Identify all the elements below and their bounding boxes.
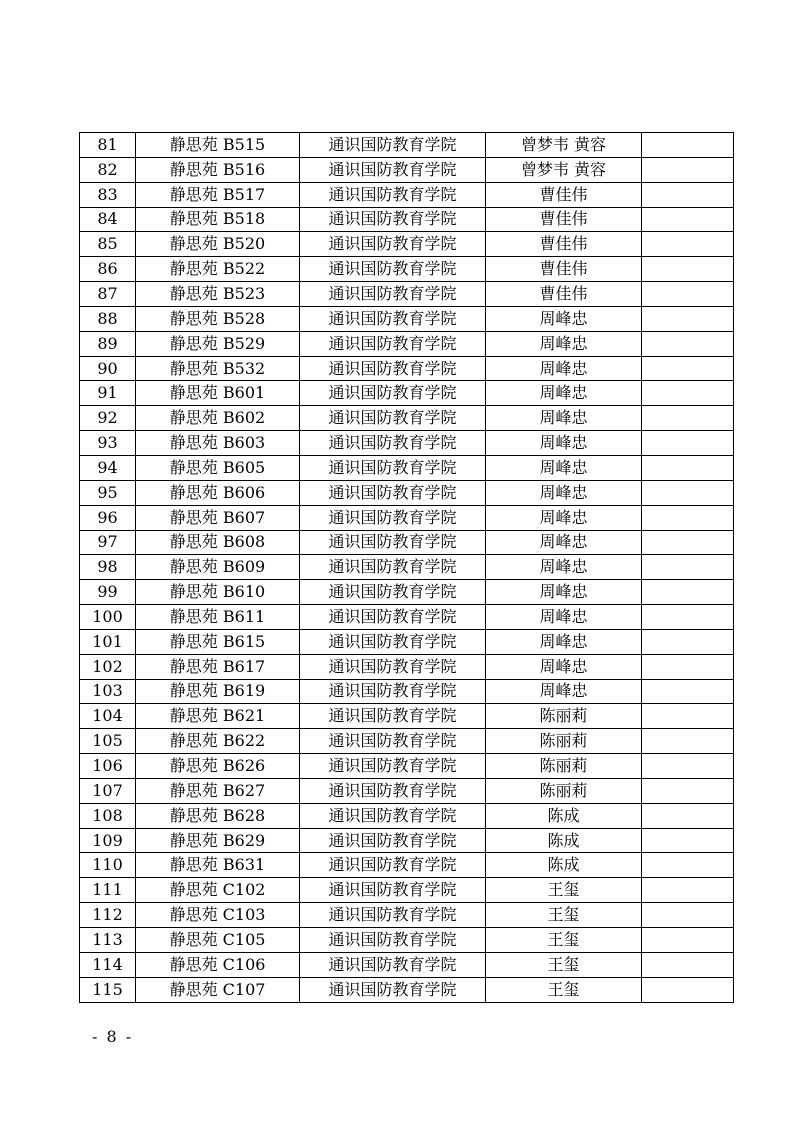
college-cell: 通识国防教育学院 bbox=[300, 406, 486, 431]
row-number-cell: 90 bbox=[80, 356, 136, 381]
remark-cell bbox=[642, 406, 734, 431]
remark-cell bbox=[642, 903, 734, 928]
college-cell: 通识国防教育学院 bbox=[300, 431, 486, 456]
college-cell: 通识国防教育学院 bbox=[300, 704, 486, 729]
counselor-cell: 周峰忠 bbox=[486, 679, 642, 704]
counselor-cell: 周峰忠 bbox=[486, 455, 642, 480]
row-number-cell: 97 bbox=[80, 530, 136, 555]
row-number-cell: 113 bbox=[80, 928, 136, 953]
table-row bbox=[80, 654, 734, 679]
room-cell: 静思苑 B626 bbox=[136, 754, 300, 779]
row-number-cell: 115 bbox=[80, 977, 136, 1002]
college-cell: 通识国防教育学院 bbox=[300, 133, 486, 158]
college-cell: 通识国防教育学院 bbox=[300, 455, 486, 480]
counselor-cell: 周峰忠 bbox=[486, 306, 642, 331]
college-cell: 通识国防教育学院 bbox=[300, 878, 486, 903]
college-cell: 通识国防教育学院 bbox=[300, 207, 486, 232]
room-cell: 静思苑 B627 bbox=[136, 778, 300, 803]
college-cell: 通识国防教育学院 bbox=[300, 580, 486, 605]
row-number-cell: 103 bbox=[80, 679, 136, 704]
college-cell: 通识国防教育学院 bbox=[300, 903, 486, 928]
room-cell: 静思苑 B610 bbox=[136, 580, 300, 605]
table-row bbox=[80, 306, 734, 331]
remark-cell bbox=[642, 257, 734, 282]
row-number-cell: 91 bbox=[80, 381, 136, 406]
room-cell: 静思苑 B529 bbox=[136, 331, 300, 356]
table-row bbox=[80, 679, 734, 704]
row-number-cell: 81 bbox=[80, 133, 136, 158]
room-cell: 静思苑 C102 bbox=[136, 878, 300, 903]
table-row bbox=[80, 605, 734, 630]
table-row bbox=[80, 803, 734, 828]
table-row bbox=[80, 903, 734, 928]
room-cell: 静思苑 B532 bbox=[136, 356, 300, 381]
table-row bbox=[80, 480, 734, 505]
row-number-cell: 87 bbox=[80, 282, 136, 307]
table-row bbox=[80, 207, 734, 232]
college-cell: 通识国防教育学院 bbox=[300, 331, 486, 356]
counselor-cell: 周峰忠 bbox=[486, 580, 642, 605]
counselor-cell: 王玺 bbox=[486, 977, 642, 1002]
remark-cell bbox=[642, 853, 734, 878]
college-cell: 通识国防教育学院 bbox=[300, 257, 486, 282]
counselor-cell: 周峰忠 bbox=[486, 505, 642, 530]
remark-cell bbox=[642, 455, 734, 480]
row-number-cell: 94 bbox=[80, 455, 136, 480]
row-number-cell: 111 bbox=[80, 878, 136, 903]
remark-cell bbox=[642, 679, 734, 704]
college-cell: 通识国防教育学院 bbox=[300, 679, 486, 704]
counselor-cell: 陈成 bbox=[486, 828, 642, 853]
table-row bbox=[80, 704, 734, 729]
remark-cell bbox=[642, 480, 734, 505]
remark-cell bbox=[642, 232, 734, 257]
room-cell: 静思苑 B603 bbox=[136, 431, 300, 456]
room-cell: 静思苑 B608 bbox=[136, 530, 300, 555]
table-row bbox=[80, 580, 734, 605]
remark-cell bbox=[642, 605, 734, 630]
room-cell: 静思苑 B611 bbox=[136, 605, 300, 630]
row-number-cell: 84 bbox=[80, 207, 136, 232]
row-number-cell: 99 bbox=[80, 580, 136, 605]
remark-cell bbox=[642, 306, 734, 331]
row-number-cell: 109 bbox=[80, 828, 136, 853]
college-cell: 通识国防教育学院 bbox=[300, 381, 486, 406]
table-row bbox=[80, 406, 734, 431]
remark-cell bbox=[642, 207, 734, 232]
counselor-cell: 王玺 bbox=[486, 952, 642, 977]
table-row bbox=[80, 729, 734, 754]
counselor-cell: 曹佳伟 bbox=[486, 182, 642, 207]
remark-cell bbox=[642, 952, 734, 977]
room-cell: 静思苑 B605 bbox=[136, 455, 300, 480]
table-row bbox=[80, 331, 734, 356]
remark-cell bbox=[642, 157, 734, 182]
college-cell: 通识国防教育学院 bbox=[300, 629, 486, 654]
row-number-cell: 89 bbox=[80, 331, 136, 356]
counselor-cell: 曹佳伟 bbox=[486, 232, 642, 257]
page-number: - 8 - bbox=[92, 1027, 134, 1046]
counselor-cell: 周峰忠 bbox=[486, 431, 642, 456]
counselor-cell: 曹佳伟 bbox=[486, 257, 642, 282]
remark-cell bbox=[642, 704, 734, 729]
row-number-cell: 104 bbox=[80, 704, 136, 729]
table-row bbox=[80, 977, 734, 1002]
table-row bbox=[80, 232, 734, 257]
remark-cell bbox=[642, 754, 734, 779]
room-cell: 静思苑 B615 bbox=[136, 629, 300, 654]
counselor-cell: 曾梦韦 黄容 bbox=[486, 133, 642, 158]
counselor-cell: 周峰忠 bbox=[486, 530, 642, 555]
table-row bbox=[80, 381, 734, 406]
room-cell: 静思苑 B523 bbox=[136, 282, 300, 307]
counselor-cell: 周峰忠 bbox=[486, 406, 642, 431]
counselor-cell: 周峰忠 bbox=[486, 331, 642, 356]
dorm-assignment-table bbox=[79, 132, 734, 1003]
counselor-cell: 周峰忠 bbox=[486, 629, 642, 654]
room-cell: 静思苑 B619 bbox=[136, 679, 300, 704]
remark-cell bbox=[642, 505, 734, 530]
remark-cell bbox=[642, 977, 734, 1002]
table-row bbox=[80, 431, 734, 456]
remark-cell bbox=[642, 729, 734, 754]
counselor-cell: 曹佳伟 bbox=[486, 207, 642, 232]
counselor-cell: 王玺 bbox=[486, 878, 642, 903]
room-cell: 静思苑 B601 bbox=[136, 381, 300, 406]
room-cell: 静思苑 B622 bbox=[136, 729, 300, 754]
counselor-cell: 王玺 bbox=[486, 928, 642, 953]
table-row bbox=[80, 778, 734, 803]
remark-cell bbox=[642, 431, 734, 456]
counselor-cell: 周峰忠 bbox=[486, 654, 642, 679]
counselor-cell: 陈丽莉 bbox=[486, 778, 642, 803]
row-number-cell: 86 bbox=[80, 257, 136, 282]
remark-cell bbox=[642, 530, 734, 555]
counselor-cell: 陈成 bbox=[486, 803, 642, 828]
counselor-cell: 周峰忠 bbox=[486, 381, 642, 406]
remark-cell bbox=[642, 629, 734, 654]
table-row bbox=[80, 455, 734, 480]
room-cell: 静思苑 B631 bbox=[136, 853, 300, 878]
counselor-cell: 曹佳伟 bbox=[486, 282, 642, 307]
row-number-cell: 96 bbox=[80, 505, 136, 530]
college-cell: 通识国防教育学院 bbox=[300, 654, 486, 679]
table-row bbox=[80, 629, 734, 654]
remark-cell bbox=[642, 654, 734, 679]
room-cell: 静思苑 B621 bbox=[136, 704, 300, 729]
remark-cell bbox=[642, 828, 734, 853]
room-cell: 静思苑 B515 bbox=[136, 133, 300, 158]
college-cell: 通识国防教育学院 bbox=[300, 182, 486, 207]
table-row bbox=[80, 182, 734, 207]
table-row bbox=[80, 754, 734, 779]
counselor-cell: 王玺 bbox=[486, 903, 642, 928]
college-cell: 通识国防教育学院 bbox=[300, 306, 486, 331]
remark-cell bbox=[642, 331, 734, 356]
table-row bbox=[80, 555, 734, 580]
table-row bbox=[80, 505, 734, 530]
table-row bbox=[80, 133, 734, 158]
row-number-cell: 107 bbox=[80, 778, 136, 803]
room-cell: 静思苑 B528 bbox=[136, 306, 300, 331]
room-cell: 静思苑 C107 bbox=[136, 977, 300, 1002]
counselor-cell: 陈成 bbox=[486, 853, 642, 878]
college-cell: 通识国防教育学院 bbox=[300, 605, 486, 630]
row-number-cell: 102 bbox=[80, 654, 136, 679]
college-cell: 通识国防教育学院 bbox=[300, 952, 486, 977]
remark-cell bbox=[642, 381, 734, 406]
row-number-cell: 93 bbox=[80, 431, 136, 456]
row-number-cell: 114 bbox=[80, 952, 136, 977]
room-cell: 静思苑 B607 bbox=[136, 505, 300, 530]
room-cell: 静思苑 B517 bbox=[136, 182, 300, 207]
college-cell: 通识国防教育学院 bbox=[300, 232, 486, 257]
remark-cell bbox=[642, 778, 734, 803]
counselor-cell: 周峰忠 bbox=[486, 356, 642, 381]
table-row bbox=[80, 952, 734, 977]
room-cell: 静思苑 B518 bbox=[136, 207, 300, 232]
counselor-cell: 陈丽莉 bbox=[486, 704, 642, 729]
row-number-cell: 101 bbox=[80, 629, 136, 654]
college-cell: 通识国防教育学院 bbox=[300, 282, 486, 307]
table-row bbox=[80, 257, 734, 282]
table-row bbox=[80, 853, 734, 878]
counselor-cell: 曾梦韦 黄容 bbox=[486, 157, 642, 182]
row-number-cell: 112 bbox=[80, 903, 136, 928]
college-cell: 通识国防教育学院 bbox=[300, 928, 486, 953]
row-number-cell: 100 bbox=[80, 605, 136, 630]
table-row bbox=[80, 828, 734, 853]
college-cell: 通识国防教育学院 bbox=[300, 505, 486, 530]
row-number-cell: 82 bbox=[80, 157, 136, 182]
college-cell: 通识国防教育学院 bbox=[300, 803, 486, 828]
table-row bbox=[80, 530, 734, 555]
remark-cell bbox=[642, 356, 734, 381]
counselor-cell: 周峰忠 bbox=[486, 555, 642, 580]
counselor-cell: 陈丽莉 bbox=[486, 729, 642, 754]
row-number-cell: 98 bbox=[80, 555, 136, 580]
counselor-cell: 周峰忠 bbox=[486, 480, 642, 505]
room-cell: 静思苑 C103 bbox=[136, 903, 300, 928]
room-cell: 静思苑 B606 bbox=[136, 480, 300, 505]
row-number-cell: 108 bbox=[80, 803, 136, 828]
college-cell: 通识国防教育学院 bbox=[300, 356, 486, 381]
college-cell: 通识国防教育学院 bbox=[300, 480, 486, 505]
row-number-cell: 105 bbox=[80, 729, 136, 754]
counselor-cell: 陈丽莉 bbox=[486, 754, 642, 779]
college-cell: 通识国防教育学院 bbox=[300, 555, 486, 580]
table-row bbox=[80, 157, 734, 182]
room-cell: 静思苑 C106 bbox=[136, 952, 300, 977]
table-row bbox=[80, 282, 734, 307]
college-cell: 通识国防教育学院 bbox=[300, 754, 486, 779]
college-cell: 通识国防教育学院 bbox=[300, 828, 486, 853]
remark-cell bbox=[642, 803, 734, 828]
row-number-cell: 85 bbox=[80, 232, 136, 257]
remark-cell bbox=[642, 878, 734, 903]
row-number-cell: 106 bbox=[80, 754, 136, 779]
room-cell: 静思苑 B628 bbox=[136, 803, 300, 828]
table-row bbox=[80, 878, 734, 903]
room-cell: 静思苑 B522 bbox=[136, 257, 300, 282]
college-cell: 通识国防教育学院 bbox=[300, 778, 486, 803]
remark-cell bbox=[642, 580, 734, 605]
row-number-cell: 83 bbox=[80, 182, 136, 207]
table-row bbox=[80, 356, 734, 381]
college-cell: 通识国防教育学院 bbox=[300, 853, 486, 878]
counselor-cell: 周峰忠 bbox=[486, 605, 642, 630]
room-cell: 静思苑 B516 bbox=[136, 157, 300, 182]
room-cell: 静思苑 B609 bbox=[136, 555, 300, 580]
college-cell: 通识国防教育学院 bbox=[300, 729, 486, 754]
row-number-cell: 95 bbox=[80, 480, 136, 505]
room-cell: 静思苑 B602 bbox=[136, 406, 300, 431]
remark-cell bbox=[642, 133, 734, 158]
remark-cell bbox=[642, 555, 734, 580]
college-cell: 通识国防教育学院 bbox=[300, 977, 486, 1002]
college-cell: 通识国防教育学院 bbox=[300, 157, 486, 182]
row-number-cell: 92 bbox=[80, 406, 136, 431]
room-cell: 静思苑 B629 bbox=[136, 828, 300, 853]
college-cell: 通识国防教育学院 bbox=[300, 530, 486, 555]
room-cell: 静思苑 B617 bbox=[136, 654, 300, 679]
remark-cell bbox=[642, 282, 734, 307]
row-number-cell: 88 bbox=[80, 306, 136, 331]
remark-cell bbox=[642, 182, 734, 207]
table-row bbox=[80, 928, 734, 953]
room-cell: 静思苑 B520 bbox=[136, 232, 300, 257]
row-number-cell: 110 bbox=[80, 853, 136, 878]
remark-cell bbox=[642, 928, 734, 953]
table-body bbox=[80, 133, 734, 1003]
room-cell: 静思苑 C105 bbox=[136, 928, 300, 953]
